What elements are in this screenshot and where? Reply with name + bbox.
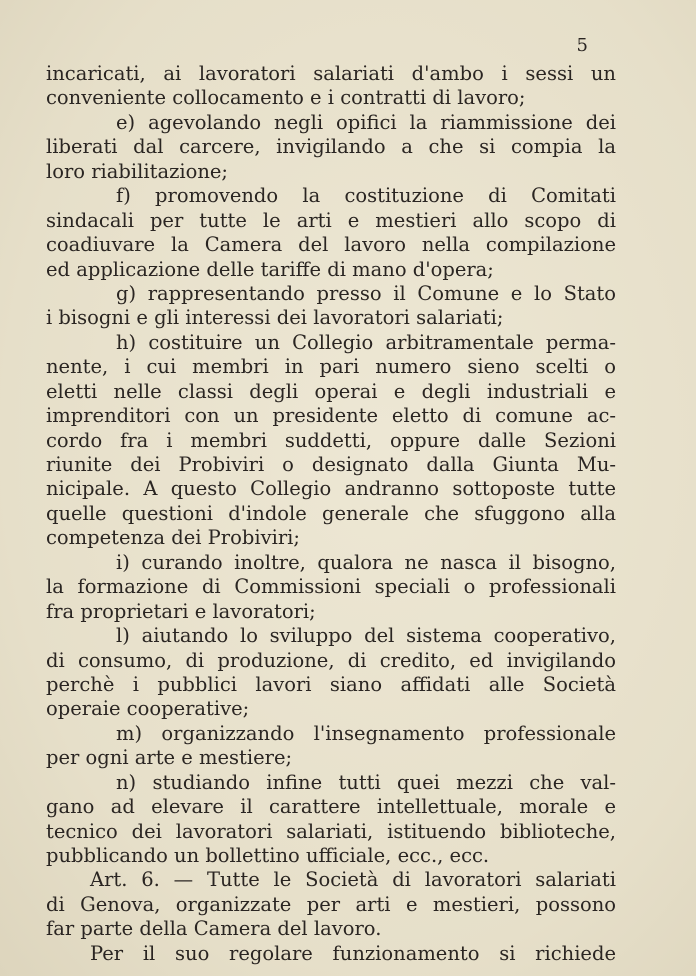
text-line: f) promovendo la costituzione di Comitati <box>116 184 616 208</box>
text-line: competenza dei Probiviri; <box>46 526 300 550</box>
body-text <box>46 62 616 966</box>
text-line: cordo fra i membri suddetti, oppure dalle Sezioni <box>46 428 616 452</box>
text-line: liberati dal carcere, invigilando a che si compia la <box>46 135 616 159</box>
text-line: loro riabilitazione; <box>46 159 228 183</box>
text-line: fra proprietari e lavoratori; <box>46 599 316 623</box>
text-line: m) organizzando l'insegnamento professionale <box>116 721 616 745</box>
text-line: Art. 6. — Tutte le Società di lavoratori salariati <box>90 868 616 892</box>
text-line: far parte della Camera del lavoro. <box>46 917 382 941</box>
text-line: di Genova, organizzate per arti e mestieri, possono <box>46 892 616 916</box>
text-line: e) agevolando negli opifici la riammissione dei <box>116 110 616 134</box>
text-line: eletti nelle classi degli operai e degli industriali e <box>46 379 616 403</box>
text-line: perchè i pubblici lavori siano affidati alle Società <box>46 672 616 696</box>
text-line: di consumo, di produzione, di credito, ed invigilando <box>46 648 616 672</box>
text-line: l) aiutando lo sviluppo del sistema cooperativo, <box>116 624 616 648</box>
text-line: la formazione di Commissioni speciali o professionali <box>46 575 616 599</box>
text-line: gano ad elevare il carattere intellettuale, morale e <box>46 795 616 819</box>
text-line: conveniente collocamento e i contratti di lavoro; <box>46 86 526 110</box>
text-line: i) curando inoltre, qualora ne nasca il bisogno, <box>116 550 616 574</box>
text-line: riunite dei Probiviri o designato dalla Giunta Mu- <box>46 453 616 476</box>
text-line: pubblicando un bollettino ufficiale, ecc., ecc. <box>46 844 490 867</box>
text-line: nente, i cui membri in pari numero sieno scelti o <box>46 355 616 379</box>
text-line: ed applicazione delle tariffe di mano d'opera; <box>46 257 494 281</box>
text-line: n) studiando infine tutti quei mezzi che val- <box>116 770 616 794</box>
text-line: i bisogni e gli interessi dei lavoratori salariati; <box>46 306 504 330</box>
text-line: quelle questioni d'indole generale che sfuggono alla <box>46 501 616 525</box>
text-line: tecnico dei lavoratori salariati, istituendo biblioteche, <box>46 819 616 843</box>
text-line: per ogni arte e mestiere; <box>46 746 293 770</box>
text-line: incaricati, ai lavoratori salariati d'ambo i sessi un <box>46 62 616 85</box>
text-line: nicipale. A questo Collegio andranno sottoposte tutte <box>46 477 616 501</box>
text-line: operaie cooperative; <box>46 697 250 721</box>
text-line: h) costituire un Collegio arbitramentale perma- <box>116 330 616 354</box>
text-line: sindacali per tutte le arti e mestieri allo scopo di <box>46 208 616 232</box>
text-line: coadiuvare la Camera del lavoro nella compilazione <box>46 233 616 257</box>
page-number: 5 <box>576 35 588 56</box>
text-line: g) rappresentando presso il Comune e lo Stato <box>116 281 616 305</box>
text-line: Per il suo regolare funzionamento si richiede <box>90 941 616 965</box>
text-line: imprenditori con un presidente eletto di comune ac- <box>46 404 616 428</box>
